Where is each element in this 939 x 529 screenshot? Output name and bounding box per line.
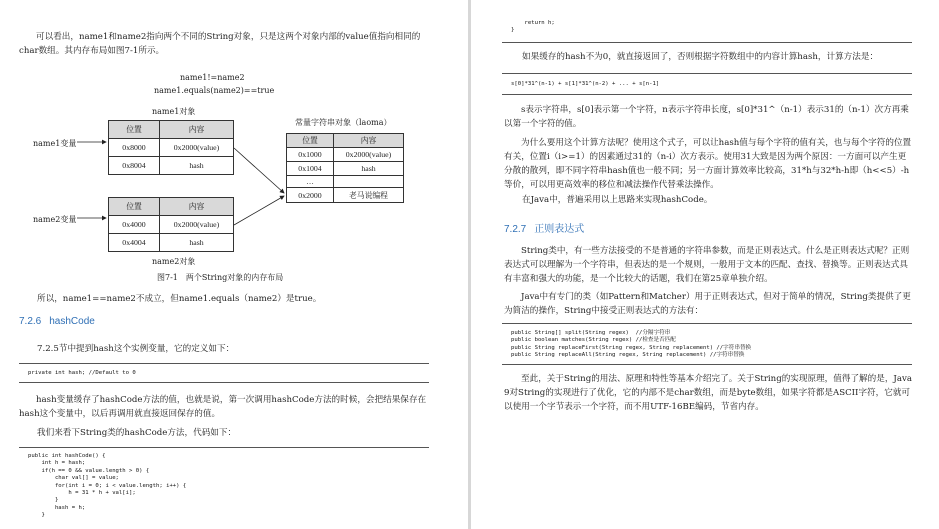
not-equal-label: name1!=name2 <box>180 73 245 82</box>
paragraph-java-hashcode: 在Java中，普遍采用以上思路来实现hashCode。 <box>522 195 713 205</box>
name2-variable-label: name2变量 <box>33 215 77 224</box>
header-position: 位置 <box>109 198 160 216</box>
cell-value: 老马说编程 <box>334 188 404 203</box>
name1-object-label: name1对象 <box>152 107 196 116</box>
equals-label: name1.equals(name2)==true <box>154 86 275 95</box>
name1-variable-label: name1变量 <box>33 139 77 148</box>
section-title: 正则表达式 <box>534 224 585 235</box>
paragraph-hash-compute: 如果缓存的hash不为0，就直接返回了，否则根据字符数组中的内容计算hash，计算方法是： <box>522 52 879 62</box>
code-return: return h; } <box>511 20 555 34</box>
cell-address: … <box>287 176 334 188</box>
diagram-arrows <box>0 0 468 300</box>
code-rule-bottom <box>19 382 429 383</box>
section-heading-regex <box>504 220 584 235</box>
section-number: 7.2.6 <box>19 316 42 327</box>
cell-address: 0x8004 <box>109 157 160 175</box>
paragraph-comparison: 所以，name1==name2不成立，但name1.equals（name2）是true。 <box>37 294 322 304</box>
cell-address: 0x2000 <box>287 188 334 203</box>
code-rule-bottom <box>502 42 912 43</box>
cell-value: hash <box>160 157 234 175</box>
name2-object-label: name2对象 <box>152 257 196 266</box>
memory-layout-diagram <box>0 0 468 300</box>
code-rule-bottom <box>502 94 912 95</box>
paragraph-memory-intro: 可以看出，name1和name2指向两个不同的String对象，只是这两个对象内部的value值指向相同的char数组。其内存布局如图7-1所示。 <box>19 32 421 56</box>
header-content: 内容 <box>160 121 234 139</box>
cell-address: 0x4000 <box>109 216 160 234</box>
right-page <box>471 0 939 529</box>
cell-value: 0x2000(value) <box>160 216 234 234</box>
section-heading-hashcode <box>19 316 95 327</box>
constant-pool-label: 常量字符串对象（laoma） <box>295 118 392 127</box>
cell-value: 0x2000(value) <box>334 148 404 162</box>
code-hashcode-method: public int hashCode() { int h = hash; if(h == 0 && value.length > 0) { char val[] = value; for(int i = 0; i < value.length; i++) { h = 31 * h + val[i]; } hash = h; } <box>28 453 187 519</box>
cell-address: 0x1000 <box>287 148 334 162</box>
paragraph-hashcode-method: 我们来看下String类的hashCode方法，代码如下： <box>37 428 237 438</box>
paragraph-formula-explain: s表示字符串，s[0]表示第一个字符，n表示字符串长度，s[0]*31^（n-1）表示31的（n-1）次方再乘以第一个字符的值。 <box>504 105 909 129</box>
cell-value: hash <box>334 162 404 176</box>
cell-address: 0x1004 <box>287 162 334 176</box>
left-page <box>0 0 468 529</box>
code-rule-top <box>19 363 429 364</box>
paragraph-regex-methods: Java中有专门的类（如Pattern和Matcher）用于正则表达式，但对于简单的情况，String类提供了更为简洁的操作，String中接受正则表达式的方法有： <box>504 292 911 316</box>
cell-value: 0x2000(value) <box>160 139 234 157</box>
header-position: 位置 <box>287 134 334 148</box>
cell-address: 0x4004 <box>109 234 160 252</box>
paragraph-hash-cache: hash变量缓存了hashCode方法的值，也就是说，第一次调用hashCode方法的时候，会把结果保存在hash这个变量中，以后再调用就直接返回保存的值。 <box>19 395 427 419</box>
code-regex-methods: public String[] split(String regex) //分隔字符串 public boolean matches(String regex) //检查是否匹配 public String replaceFirst(String regex, String replacement) //字符串替换 public String replaceAll(String regex, String replacement) //字符串替换 <box>511 330 752 359</box>
section-title: hashCode <box>49 316 95 327</box>
paragraph-hash-var: 7.2.5节中提到hash这个实例变量，它的定义如下： <box>37 344 235 354</box>
code-rule-bottom <box>502 364 912 365</box>
header-position: 位置 <box>109 121 160 139</box>
hash-formula: s[0]*31^(n-1) + s[1]*31^(n-2) + ... + s[n-1] <box>511 81 660 87</box>
name1-value-arrow <box>234 148 284 193</box>
code-rule-top <box>502 73 912 74</box>
cell-value: hash <box>160 234 234 252</box>
section-number: 7.2.7 <box>504 224 527 235</box>
header-content: 内容 <box>334 134 404 148</box>
cell-address: 0x8000 <box>109 139 160 157</box>
figure-caption: 图7-1 两个String对象的内存布局 <box>157 273 284 282</box>
header-content: 内容 <box>160 198 234 216</box>
code-rule-top <box>19 447 429 448</box>
name2-value-arrow <box>234 196 284 225</box>
code-rule-top <box>502 323 912 324</box>
paragraph-java9-string: 至此，关于String的用法、原理和特性等基本介绍完了。关于String的实现原理，值得了解的是，Java 9对String的实现进行了优化，它的内部不是char数组，而是byte数组，如果字符都是ASCII字符，它就可以使用一个字节表示一个字符，而不用UTF-16BE编码，节省内存。 <box>504 374 912 412</box>
code-hash-definition: private int hash; //Default to 0 <box>28 370 136 376</box>
paragraph-why-31: 为什么要用这个计算方法呢？使用这个式子，可以让hash值与每个字符的值有关，也与每个字符的位置有关，位置i（i>=1）的因素通过31的（n-i）次方表示。使用31大致是因为两个原因：一方面可以产生更分散的散列，即不同字符串hash值也一般不同；另一方面计算效率比较高，31*h与32*h-h即（h<<5）-h等价，可以用更高效率的移位和减法操作代替乘法操作。 <box>504 138 912 190</box>
paragraph-regex-intro: String类中，有一些方法接受的不是普通的字符串参数，而是正则表达式。什么是正则表达式呢？正则表达式可以理解为一个字符串，但表达的是一个规则，一般用于文本的匹配、查找、替换等。正则表达式具有丰富和强大的功能，是一个比较大的话题，我们在第25章单独介绍。 <box>504 246 910 284</box>
